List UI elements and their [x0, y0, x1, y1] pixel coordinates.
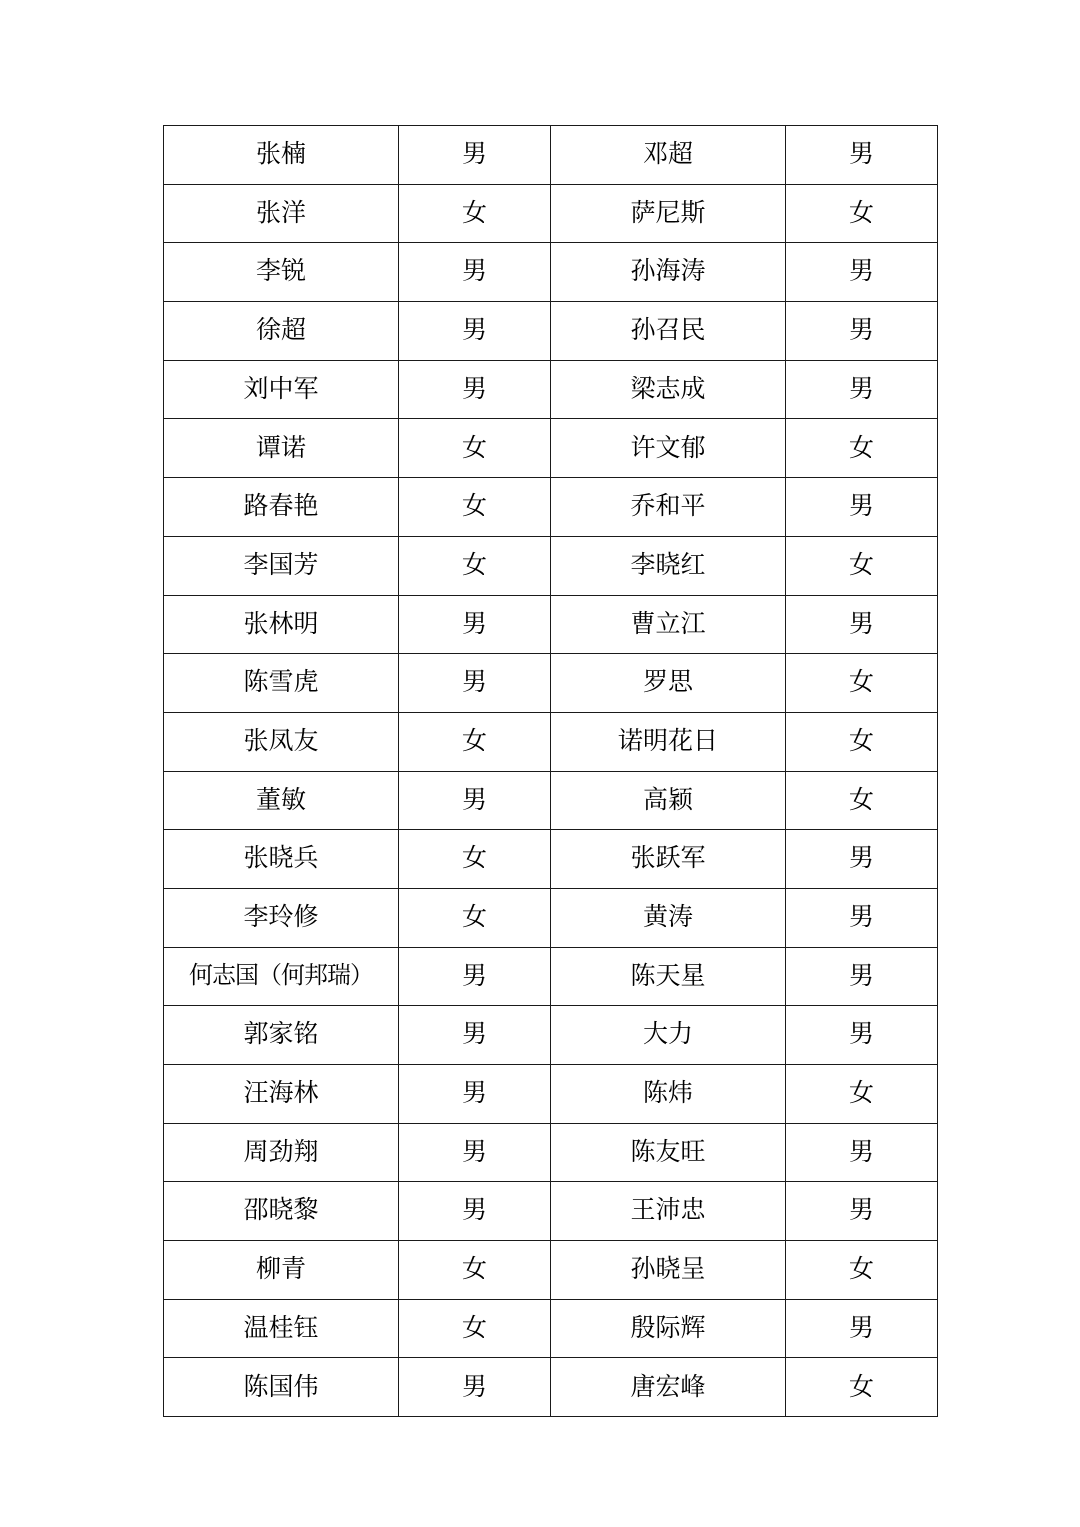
cell-gender-left: 男 — [399, 302, 551, 361]
table-row — [164, 1299, 938, 1358]
cell-gender-left: 男 — [399, 1182, 551, 1241]
cell-gender-left: 男 — [399, 243, 551, 302]
table-row — [164, 1241, 938, 1300]
cell-gender-left: 男 — [399, 654, 551, 713]
cell-gender-right: 男 — [786, 1006, 938, 1065]
cell-gender-right: 男 — [786, 888, 938, 947]
table-row — [164, 126, 938, 185]
cell-gender-left: 男 — [399, 1006, 551, 1065]
table-row — [164, 302, 938, 361]
cell-name-right: 唐宏峰 — [551, 1358, 786, 1417]
cell-name-left: 陈雪虎 — [164, 654, 399, 713]
cell-name-right: 萨尼斯 — [551, 184, 786, 243]
cell-gender-right: 女 — [786, 419, 938, 478]
cell-gender-left: 男 — [399, 771, 551, 830]
cell-name-left: 谭诺 — [164, 419, 399, 478]
cell-name-left: 周劲翔 — [164, 1123, 399, 1182]
cell-name-right: 黄涛 — [551, 888, 786, 947]
cell-gender-left: 女 — [399, 419, 551, 478]
cell-gender-left: 男 — [399, 947, 551, 1006]
cell-name-left: 张林明 — [164, 595, 399, 654]
cell-name-left: 陈国伟 — [164, 1358, 399, 1417]
cell-name-right: 邓超 — [551, 126, 786, 185]
cell-gender-right: 男 — [786, 478, 938, 537]
table-row — [164, 419, 938, 478]
roster-table-container — [163, 125, 917, 1417]
cell-name-left: 汪海林 — [164, 1065, 399, 1124]
cell-gender-left: 男 — [399, 1123, 551, 1182]
cell-name-left: 路春艳 — [164, 478, 399, 537]
table-row — [164, 947, 938, 1006]
table-row — [164, 888, 938, 947]
cell-name-right: 张跃军 — [551, 830, 786, 889]
cell-name-right: 大力 — [551, 1006, 786, 1065]
cell-gender-right: 女 — [786, 771, 938, 830]
cell-gender-right: 男 — [786, 302, 938, 361]
cell-gender-left: 男 — [399, 1358, 551, 1417]
cell-gender-left: 女 — [399, 830, 551, 889]
roster-table — [163, 125, 938, 1417]
cell-gender-right: 男 — [786, 1123, 938, 1182]
table-row — [164, 1006, 938, 1065]
cell-gender-right: 女 — [786, 654, 938, 713]
cell-gender-left: 男 — [399, 126, 551, 185]
table-row — [164, 360, 938, 419]
cell-name-right: 乔和平 — [551, 478, 786, 537]
cell-gender-right: 男 — [786, 830, 938, 889]
cell-name-left: 刘中军 — [164, 360, 399, 419]
table-row — [164, 771, 938, 830]
table-row — [164, 830, 938, 889]
cell-gender-right: 女 — [786, 1358, 938, 1417]
cell-name-right: 陈友旺 — [551, 1123, 786, 1182]
cell-gender-right: 男 — [786, 1299, 938, 1358]
cell-gender-left: 女 — [399, 1299, 551, 1358]
table-row — [164, 1182, 938, 1241]
cell-gender-right: 女 — [786, 536, 938, 595]
cell-name-left: 何志国（何邦瑞） — [164, 947, 399, 1006]
roster-table-body — [164, 126, 938, 1417]
cell-gender-right: 男 — [786, 126, 938, 185]
cell-name-right: 孙晓呈 — [551, 1241, 786, 1300]
cell-name-right: 陈炜 — [551, 1065, 786, 1124]
table-row — [164, 1065, 938, 1124]
cell-gender-right: 女 — [786, 1065, 938, 1124]
cell-name-left: 董敏 — [164, 771, 399, 830]
table-row — [164, 1123, 938, 1182]
cell-gender-left: 男 — [399, 1065, 551, 1124]
cell-name-right: 孙海涛 — [551, 243, 786, 302]
cell-gender-right: 女 — [786, 184, 938, 243]
cell-name-right: 李晓红 — [551, 536, 786, 595]
cell-name-left: 张晓兵 — [164, 830, 399, 889]
cell-name-left: 李锐 — [164, 243, 399, 302]
cell-name-left: 温桂钰 — [164, 1299, 399, 1358]
cell-name-left: 张凤友 — [164, 712, 399, 771]
table-row — [164, 243, 938, 302]
cell-name-right: 许文郁 — [551, 419, 786, 478]
cell-gender-left: 女 — [399, 478, 551, 537]
cell-name-right: 诺明花日 — [551, 712, 786, 771]
cell-name-left: 郭家铭 — [164, 1006, 399, 1065]
cell-gender-right: 女 — [786, 1241, 938, 1300]
cell-gender-right: 男 — [786, 360, 938, 419]
table-row — [164, 536, 938, 595]
cell-gender-right: 男 — [786, 947, 938, 1006]
cell-name-left: 李国芳 — [164, 536, 399, 595]
cell-gender-right: 女 — [786, 712, 938, 771]
cell-name-left: 张楠 — [164, 126, 399, 185]
table-row — [164, 595, 938, 654]
cell-name-right: 曹立江 — [551, 595, 786, 654]
cell-name-right: 王沛忠 — [551, 1182, 786, 1241]
cell-name-right: 罗思 — [551, 654, 786, 713]
cell-name-left: 柳青 — [164, 1241, 399, 1300]
cell-name-right: 高颖 — [551, 771, 786, 830]
cell-name-right: 殷际辉 — [551, 1299, 786, 1358]
cell-gender-right: 男 — [786, 243, 938, 302]
cell-name-right: 陈天星 — [551, 947, 786, 1006]
cell-gender-left: 男 — [399, 360, 551, 419]
table-row — [164, 1358, 938, 1417]
table-row — [164, 184, 938, 243]
cell-gender-left: 女 — [399, 536, 551, 595]
table-row — [164, 712, 938, 771]
cell-gender-right: 男 — [786, 595, 938, 654]
cell-name-left: 李玲修 — [164, 888, 399, 947]
cell-gender-left: 女 — [399, 712, 551, 771]
cell-name-left: 邵晓黎 — [164, 1182, 399, 1241]
cell-name-left: 徐超 — [164, 302, 399, 361]
cell-gender-left: 男 — [399, 595, 551, 654]
cell-gender-left: 女 — [399, 1241, 551, 1300]
cell-gender-right: 男 — [786, 1182, 938, 1241]
cell-gender-left: 女 — [399, 184, 551, 243]
cell-name-right: 孙召民 — [551, 302, 786, 361]
cell-name-left: 张洋 — [164, 184, 399, 243]
cell-gender-left: 女 — [399, 888, 551, 947]
cell-name-right: 梁志成 — [551, 360, 786, 419]
table-row — [164, 478, 938, 537]
table-row — [164, 654, 938, 713]
